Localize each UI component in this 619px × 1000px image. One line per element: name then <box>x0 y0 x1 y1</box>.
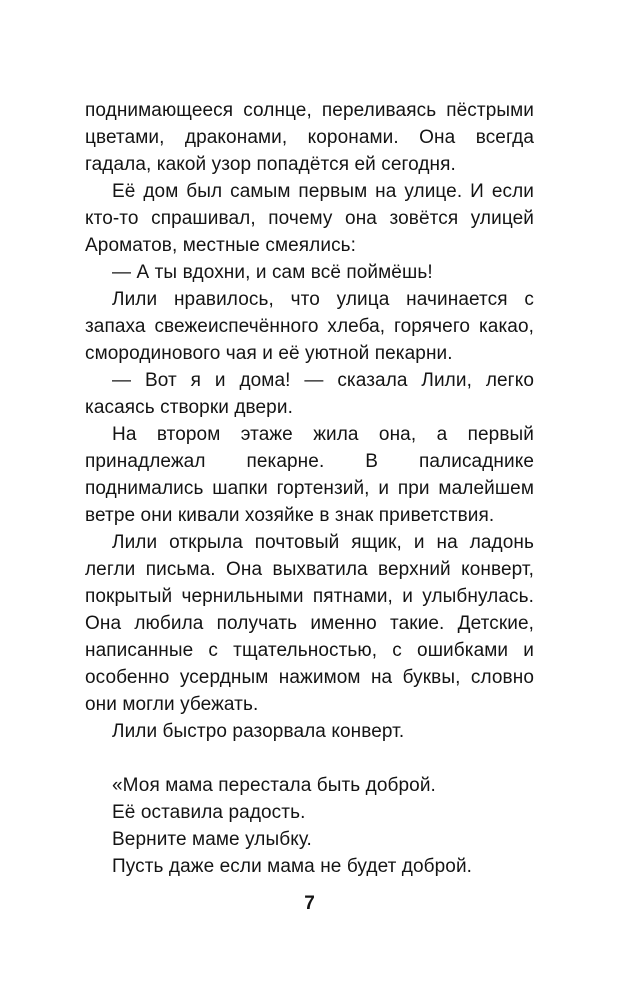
letter-line: «Моя мама перестала быть доброй. <box>112 775 436 796</box>
paragraph: Её дом был самым первым на улице. И если кто-то спрашивал, почему она зовётся улицей Ароматов, местные смеялись: <box>85 181 534 256</box>
paragraph: Лили открыла почтовый ящик, и на ладонь легли письма. Она выхватила верхний конверт, покрытый чернильными пятнами, и улыбнулась. Она любила получать именно такие. Детские, написанные с тщательностью, с ошибками и особенно усердным нажимом на буквы, словно они могли убежать. <box>85 532 534 715</box>
paragraph: На втором этаже жила она, а первый принадлежал пекарне. В палисаднике поднимались шапки гортензий, и при малейшем ветре они кивали хозяйке в знак приветствия. <box>85 424 534 526</box>
letter-line: Пусть даже если мама не будет доброй. <box>112 856 473 877</box>
letter-excerpt <box>85 772 534 880</box>
dialogue-line: — А ты вдохни, и сам всё поймёшь! <box>112 262 433 283</box>
page-number: 7 <box>304 893 315 914</box>
paragraph: Лили быстро разорвала конверт. <box>112 721 405 742</box>
letter-line: Её оставила радость. <box>112 802 306 823</box>
letter-line: Верните маме улыбку. <box>112 829 312 850</box>
dialogue-line: — Вот я и дома! — сказала Лили, легко касаясь створки двери. <box>85 370 534 418</box>
text-block <box>85 97 534 880</box>
paragraph-continuation: поднимающееся солнце, переливаясь пёстрыми цветами, драконами, коронами. Она всегда гадала, какой узор попадётся ей сегодня. <box>85 100 534 175</box>
paragraph: Лили нравилось, что улица начинается с запаха свежеиспечённого хлеба, горячего какао, смородинового чая и её уютной пекарни. <box>85 289 534 364</box>
